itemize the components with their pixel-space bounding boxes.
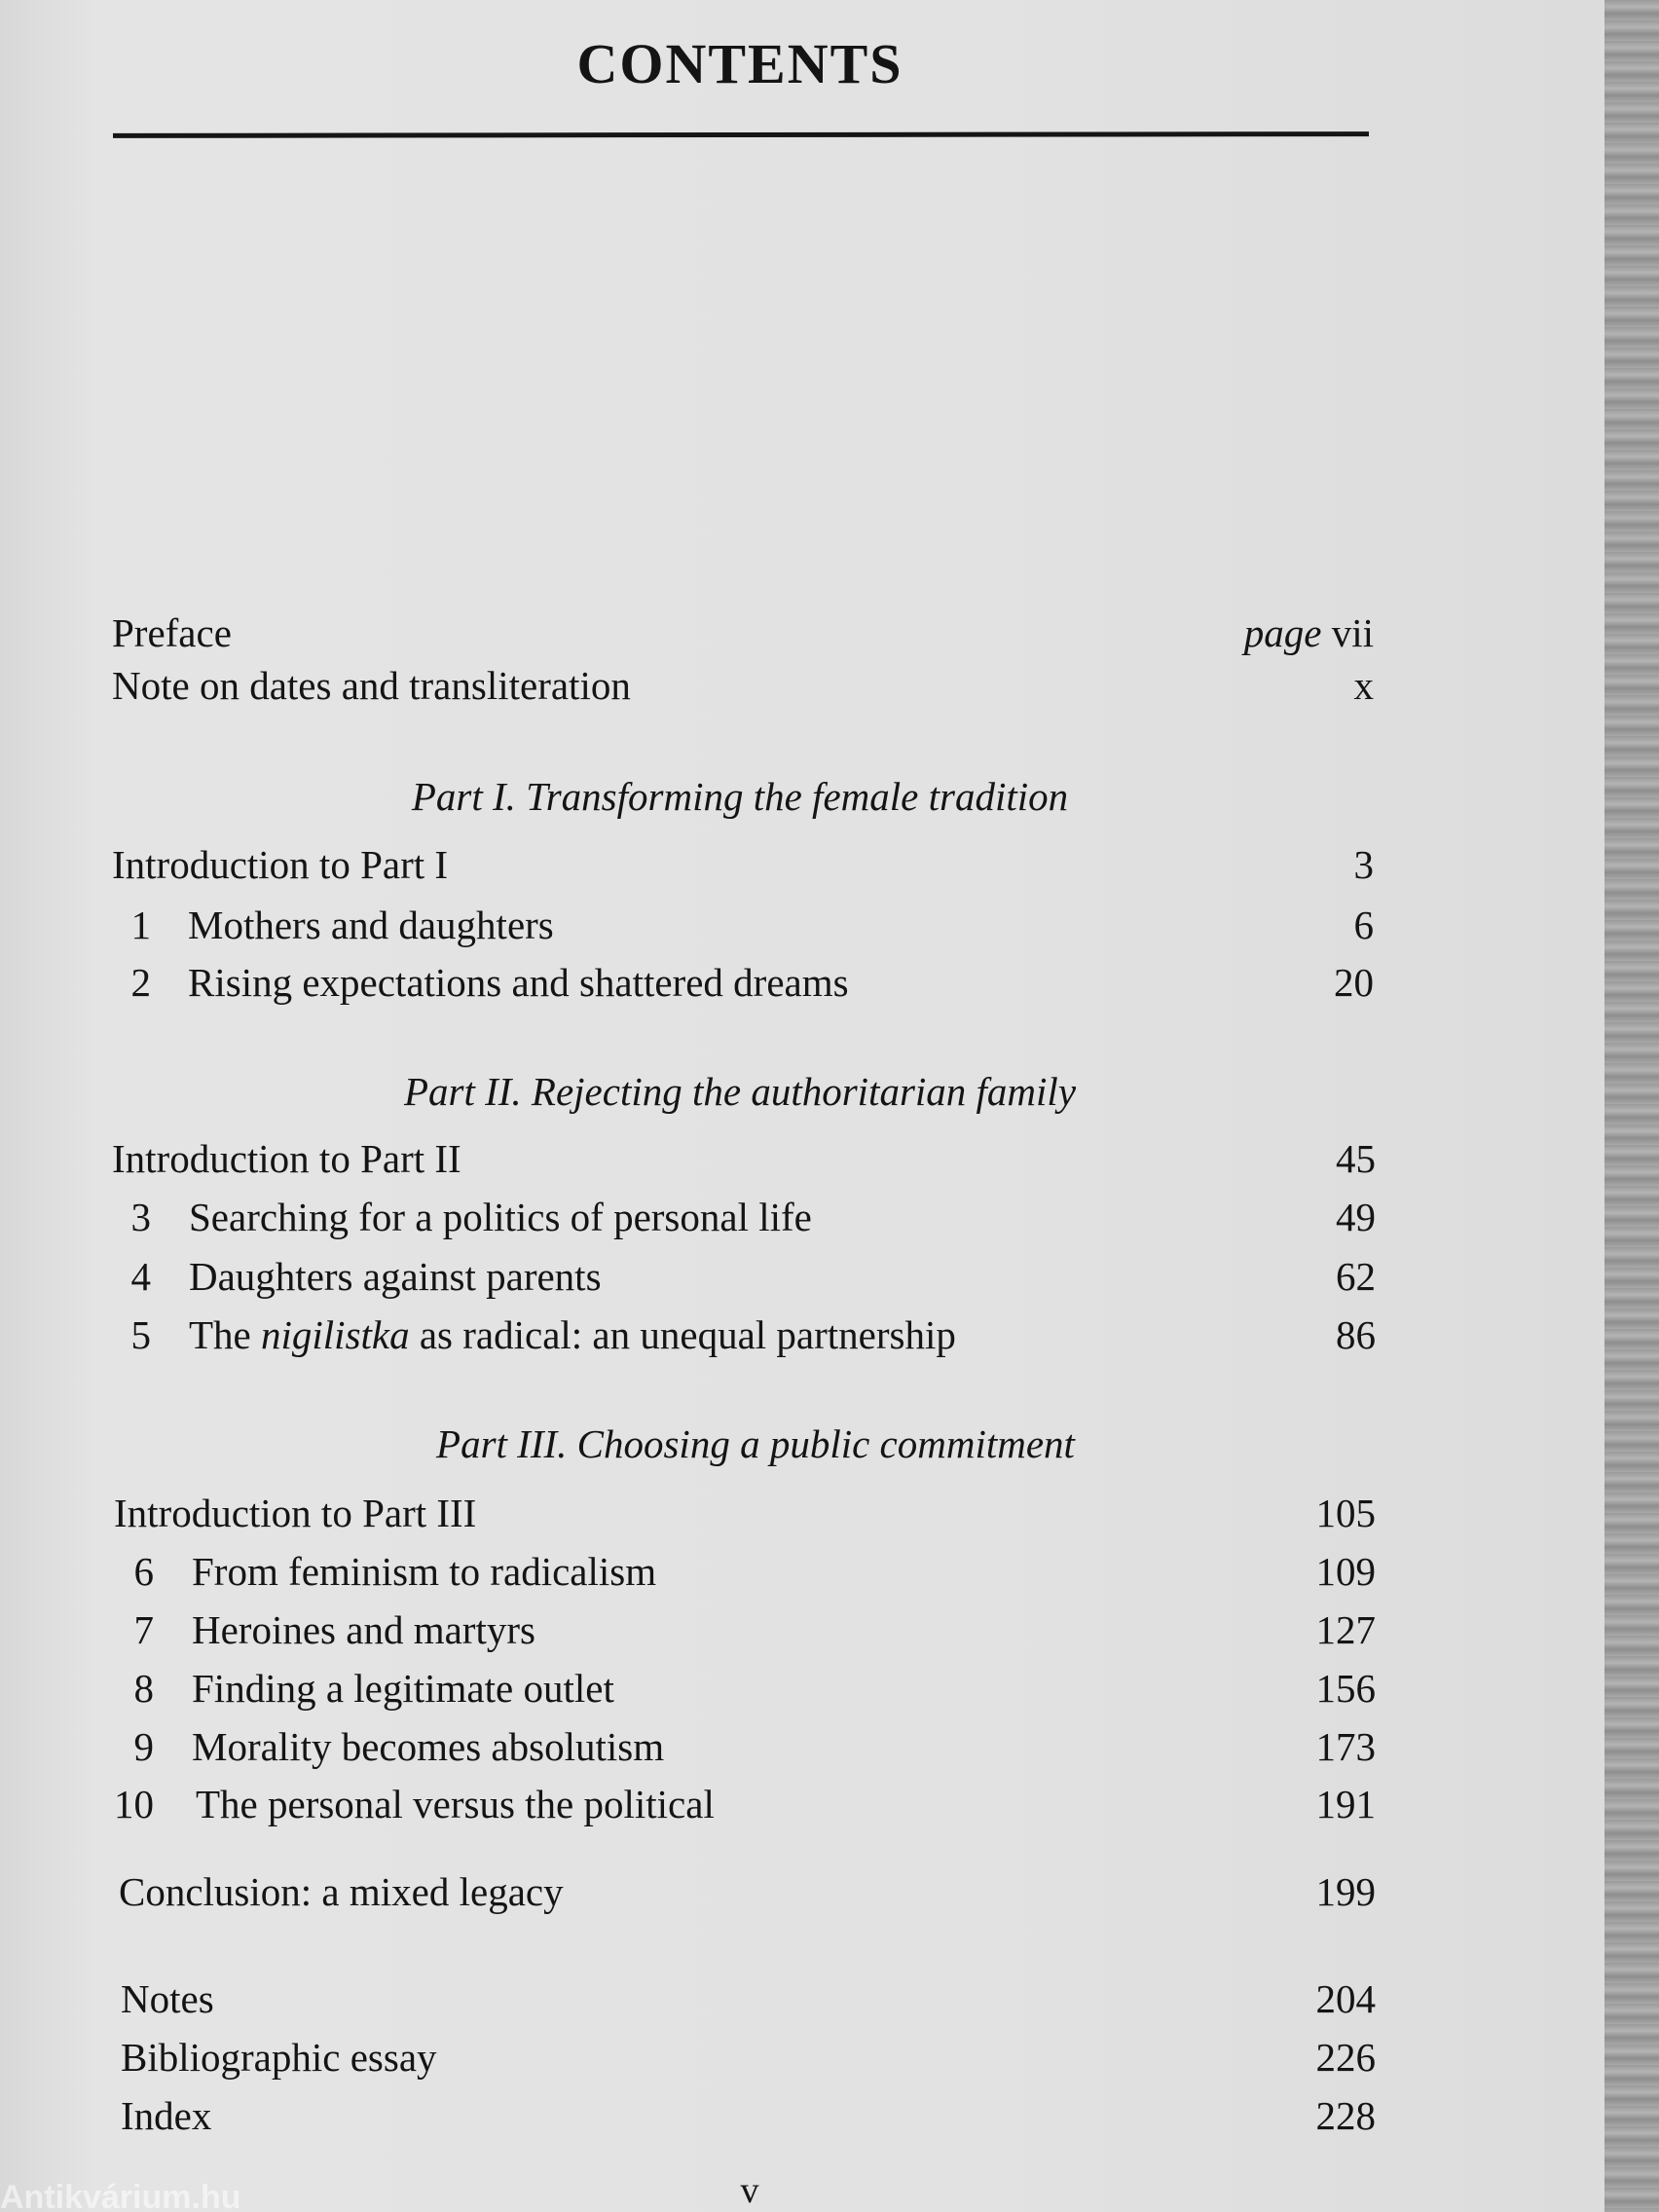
entry-page: 204 [1315,1976,1376,2021]
chapter-title: Searching for a politics of personal life [189,1195,812,1239]
toc-entry-conclusion [119,1868,1376,1915]
chapter-number: 5 [130,1312,151,1357]
entry-page: 228 [1315,2093,1376,2138]
chapter-number: 1 [130,903,151,947]
entry-label: Notes [121,1976,214,2021]
entry-label: Note on dates and transliteration [112,663,631,708]
entry-label: Index [121,2093,212,2138]
chapter-title: Mothers and daughters [188,903,554,947]
chapter-page: 62 [1336,1254,1376,1299]
toc-chapter-6 [105,1548,1376,1595]
title-italic-word: nigilistka [261,1312,410,1357]
chapter-number: 7 [133,1607,154,1652]
toc-entry-intro-part-3 [114,1490,1376,1536]
chapter-title: The personal versus the political [196,1782,715,1826]
chapter-number: 3 [130,1195,151,1239]
toc-chapter-5 [102,1311,1376,1358]
toc-chapter-2 [102,959,1374,1006]
chapter-page: 127 [1315,1607,1376,1652]
chapter-title: Finding a legitimate outlet [192,1666,614,1711]
chapter-title: Rising expectations and shattered dreams [188,960,849,1005]
chapter-title: From feminism to radicalism [192,1549,657,1594]
chapter-title [189,1311,956,1358]
chapter-title: Morality becomes absolutism [192,1724,665,1769]
entry-page: x [1353,663,1374,708]
part-heading-1: Part I. Transforming the female tradition [411,774,1069,819]
entry-label: Conclusion: a mixed legacy [119,1869,564,1914]
entry-page: 45 [1336,1136,1376,1181]
toc-chapter-1 [102,902,1374,948]
chapter-page: 173 [1315,1724,1376,1769]
page-title: CONTENTS [576,32,903,95]
toc-chapter-10 [105,1781,1376,1827]
toc-entry-note [112,662,1374,709]
entry-label: Preface [112,610,232,655]
entry-label: Introduction to Part III [114,1491,477,1535]
toc-entry-preface [112,609,1374,656]
toc-entry-intro-part-1 [112,841,1374,888]
chapter-page: 156 [1315,1666,1376,1711]
watermark: Antikvárium.hu [0,2183,241,2212]
page-prefix: page [1243,610,1322,655]
toc-entry-intro-part-2 [112,1135,1376,1182]
toc-entry-index [121,2092,1376,2139]
page-edge-background [1604,0,1659,2212]
chapter-page: 109 [1315,1549,1376,1594]
chapter-page: 6 [1353,903,1374,947]
entry-label: Introduction to Part I [112,842,449,887]
toc-chapter-7 [105,1606,1376,1653]
toc-chapter-3 [102,1194,1376,1240]
chapter-page: 86 [1336,1312,1376,1357]
chapter-title: Daughters against parents [189,1254,602,1299]
chapter-number: 8 [133,1666,154,1711]
entry-label: Bibliographic essay [121,2035,437,2080]
chapter-title: Heroines and martyrs [192,1607,535,1652]
entry-page: 3 [1353,842,1374,887]
title-part: The [189,1312,261,1357]
chapter-page: 20 [1334,960,1374,1005]
entry-label: Introduction to Part II [112,1136,461,1181]
toc-entry-bibliographic-essay [121,2034,1376,2081]
toc-chapter-9 [105,1723,1376,1770]
chapter-number: 10 [114,1782,154,1826]
chapter-page: 191 [1315,1782,1376,1826]
entry-page: 226 [1315,2035,1376,2080]
toc-chapter-4 [102,1253,1376,1300]
title-rule [113,131,1369,138]
chapter-number: 2 [130,960,151,1005]
chapter-number: 9 [133,1724,154,1769]
entry-page: 105 [1315,1491,1376,1535]
chapter-number: 6 [133,1549,154,1594]
chapter-page: 49 [1336,1195,1376,1239]
chapter-number: 4 [130,1254,151,1299]
entry-page: 199 [1315,1869,1376,1914]
page-number-folio: v [740,2170,759,2211]
title-part: as radical: an unequal partnership [409,1312,956,1357]
page-number: vii [1331,610,1374,655]
toc-entry-notes [121,1975,1376,2022]
entry-page [1244,609,1374,656]
part-heading-2: Part II. Rejecting the authoritarian family [403,1069,1077,1114]
part-heading-3: Part III. Choosing a public commitment [436,1421,1075,1466]
toc-chapter-8 [105,1665,1376,1712]
